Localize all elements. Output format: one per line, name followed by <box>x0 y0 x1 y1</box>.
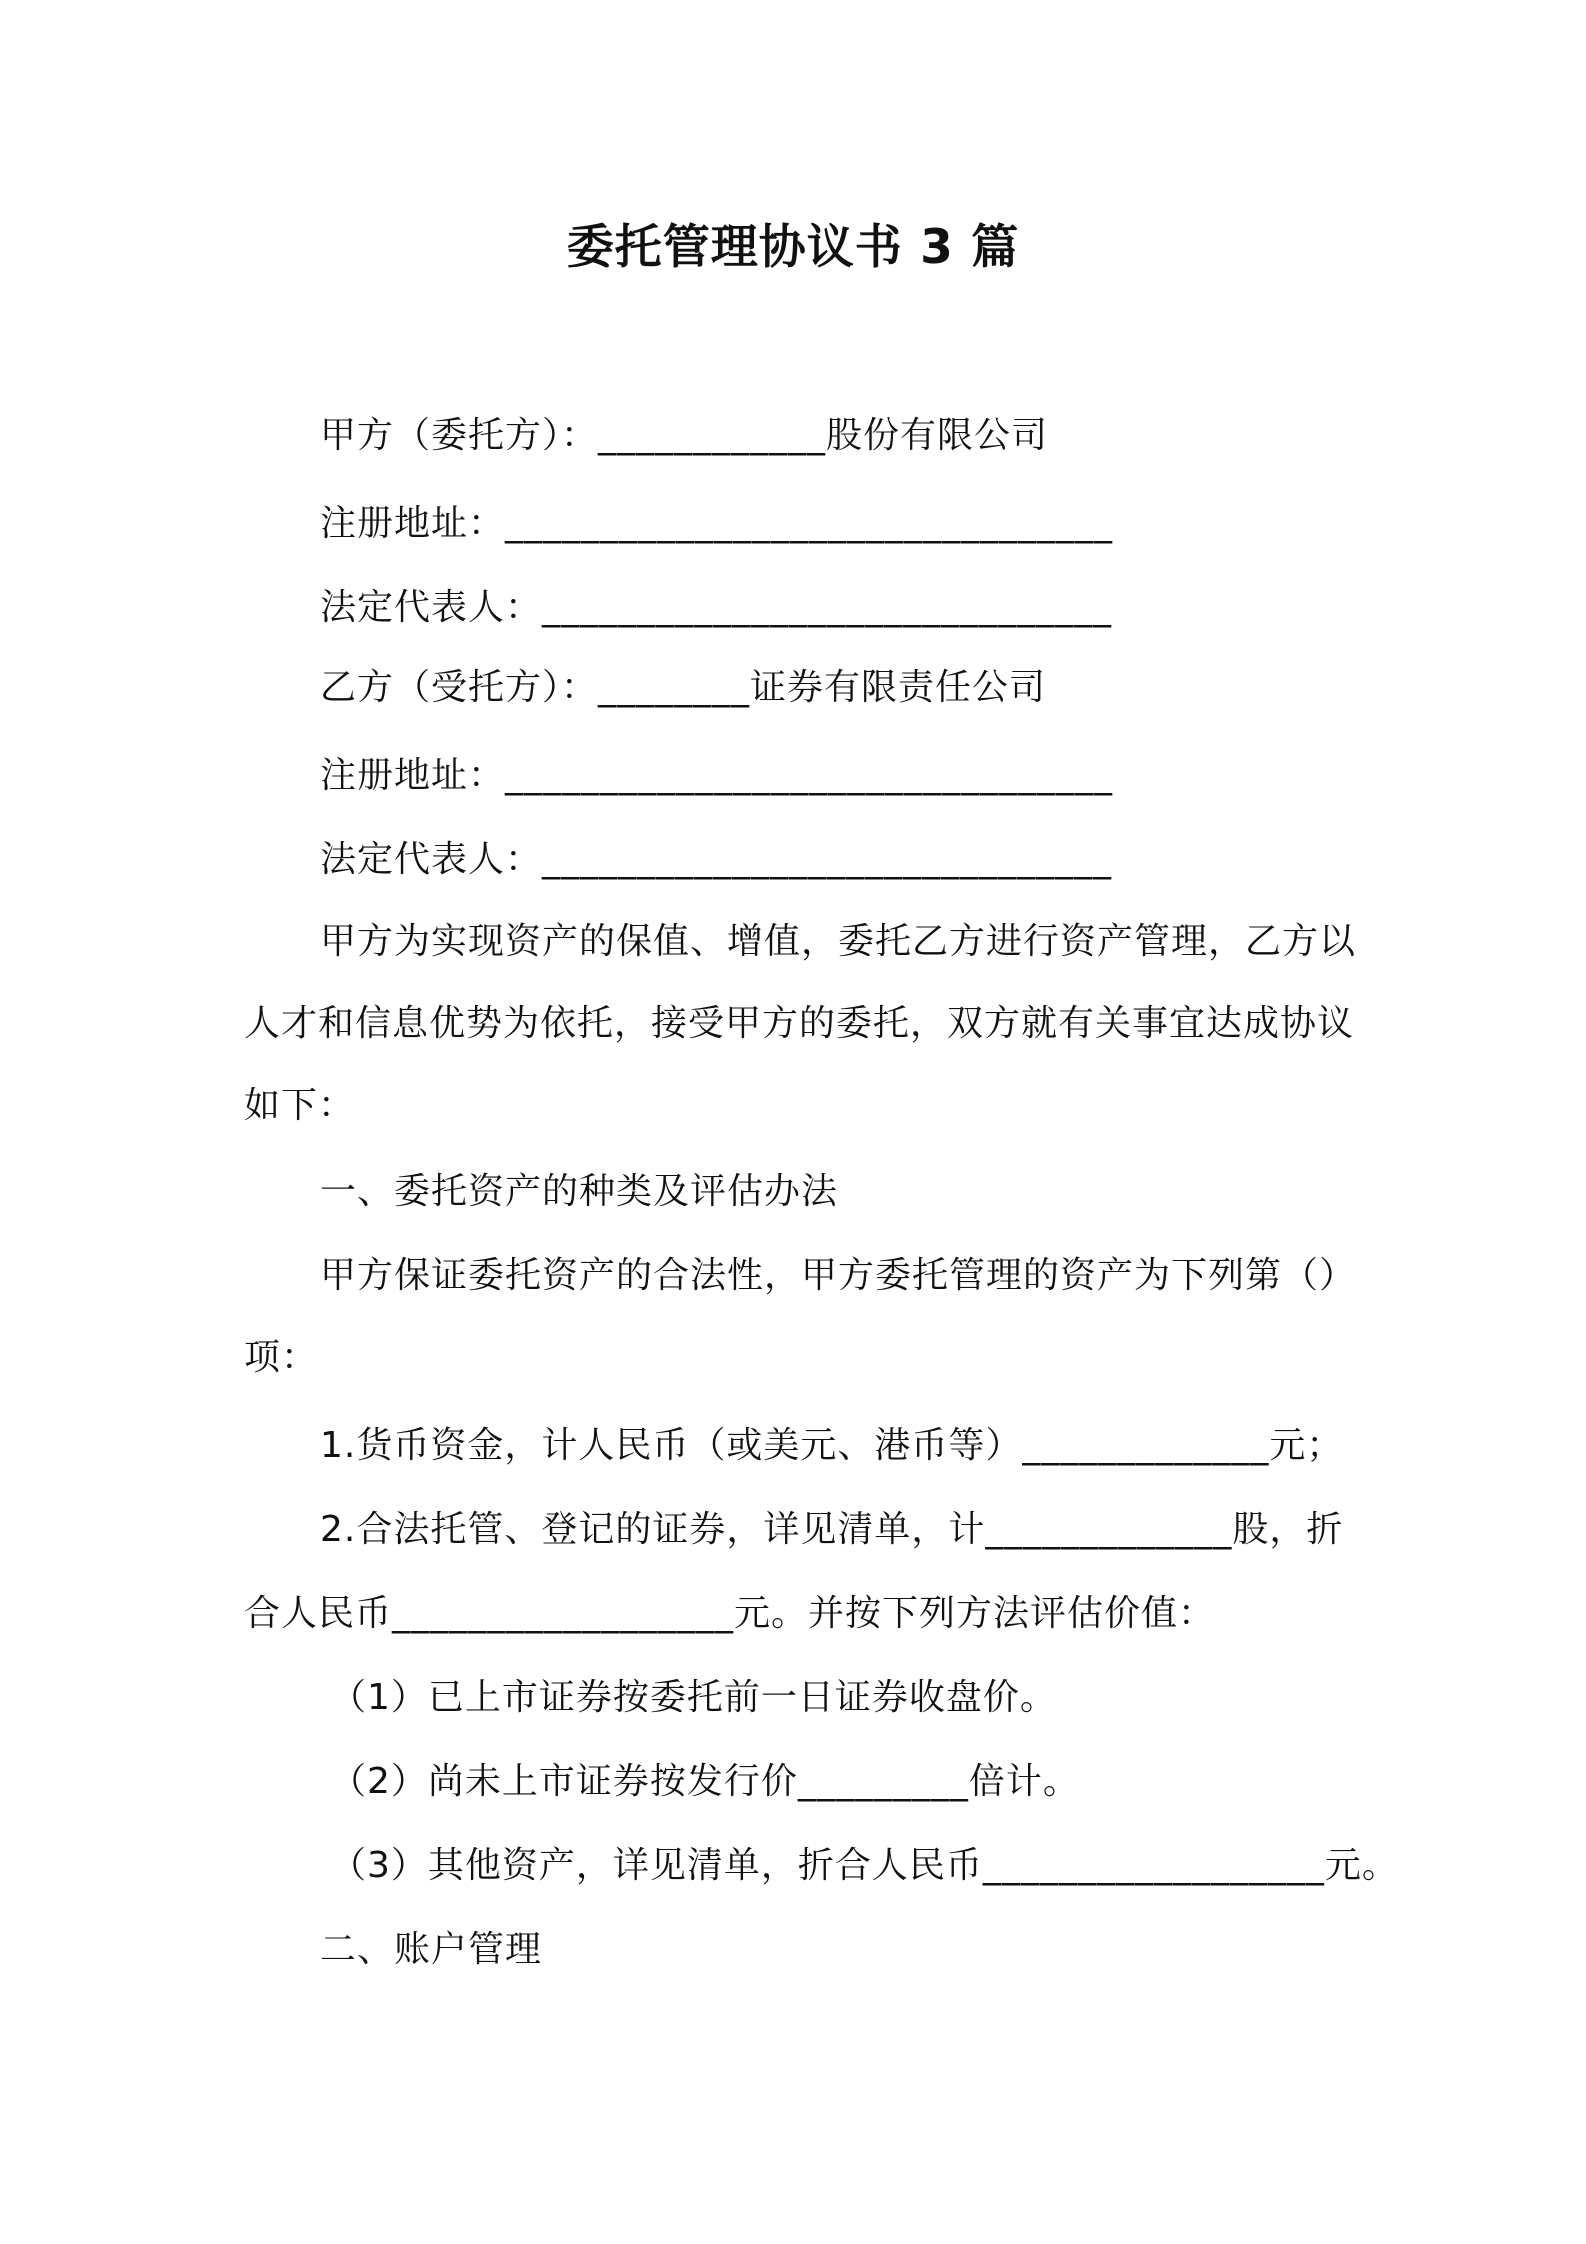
item-1-text: 1.货币资金，计人民币（或美元、港币等） <box>320 1425 1023 1466</box>
party-a-suffix: 股份有限公司 <box>826 415 1049 456</box>
valuation-3-blank: __________________ <box>982 1845 1325 1886</box>
representative-label: 法定代表人： <box>320 839 543 880</box>
valuation-2-suffix: 倍计。 <box>968 1761 1080 1802</box>
item-2-cont-suffix: 元。并按下列方法评估价值： <box>734 1593 1216 1634</box>
section-1-heading: 一、委托资产的种类及评估办法 <box>320 1171 839 1212</box>
item-2-cont-blank: __________________ <box>392 1593 735 1634</box>
representative-blank: ______________________________ <box>542 587 1113 628</box>
valuation-3 <box>330 1842 1399 1890</box>
intro-line-3: 如下： <box>244 1085 356 1126</box>
item-2-line-2 <box>244 1590 1215 1638</box>
section-1-para-line-2: 项： <box>244 1337 319 1378</box>
party-b-address-line <box>320 752 1113 800</box>
item-2-suffix: 股，折 <box>1232 1509 1344 1550</box>
item-2-cont-text: 合人民币 <box>244 1593 393 1634</box>
representative-blank: ______________________________ <box>542 839 1113 880</box>
valuation-2-text: （2）尚未上市证券按发行价 <box>330 1761 798 1802</box>
document-title: 委托管理协议书 3 篇 <box>566 220 1020 275</box>
valuation-3-suffix: 元。 <box>1324 1845 1399 1886</box>
address-blank: ________________________________ <box>505 503 1114 544</box>
item-2-line-1 <box>320 1506 1343 1554</box>
representative-label: 法定代表人： <box>320 587 543 628</box>
party-b-line <box>320 664 1046 712</box>
address-label: 注册地址： <box>320 503 506 544</box>
item-2-text: 2.合法托管、登记的证券，详见清单，计 <box>320 1509 986 1550</box>
item-1-blank: _____________ <box>1022 1425 1270 1466</box>
party-a-label: 甲方（委托方）： <box>320 415 599 456</box>
section-2-heading: 二、账户管理 <box>320 1929 543 1970</box>
section-1-para-line-1: 甲方保证委托资产的合法性，甲方委托管理的资产为下列第（） <box>320 1255 1357 1296</box>
party-a-address-line <box>320 500 1113 548</box>
item-1-suffix: 元； <box>1269 1425 1344 1466</box>
party-b-blank: ________ <box>598 667 751 708</box>
party-b-suffix: 证券有限责任公司 <box>750 667 1047 708</box>
party-b-representative-line <box>320 836 1112 884</box>
address-blank: ________________________________ <box>505 755 1114 796</box>
valuation-2-blank: _________ <box>797 1761 969 1802</box>
party-a-blank: ____________ <box>598 415 827 456</box>
valuation-1: （1）已上市证券按委托前一日证券收盘价。 <box>330 1677 1057 1718</box>
valuation-2 <box>330 1758 1080 1806</box>
intro-line-1: 甲方为实现资产的保值、增值，委托乙方进行资产管理，乙方以 <box>320 921 1357 962</box>
party-a-line <box>320 412 1048 460</box>
party-a-representative-line <box>320 584 1112 632</box>
intro-line-2: 人才和信息优势为依托，接受甲方的委托，双方就有关事宜达成协议 <box>244 1003 1355 1044</box>
item-2-blank: _____________ <box>985 1509 1233 1550</box>
address-label: 注册地址： <box>320 755 506 796</box>
valuation-3-text: （3）其他资产，详见清单，折合人民币 <box>330 1845 983 1886</box>
party-b-label: 乙方（受托方）： <box>320 667 599 708</box>
item-1 <box>320 1422 1343 1470</box>
